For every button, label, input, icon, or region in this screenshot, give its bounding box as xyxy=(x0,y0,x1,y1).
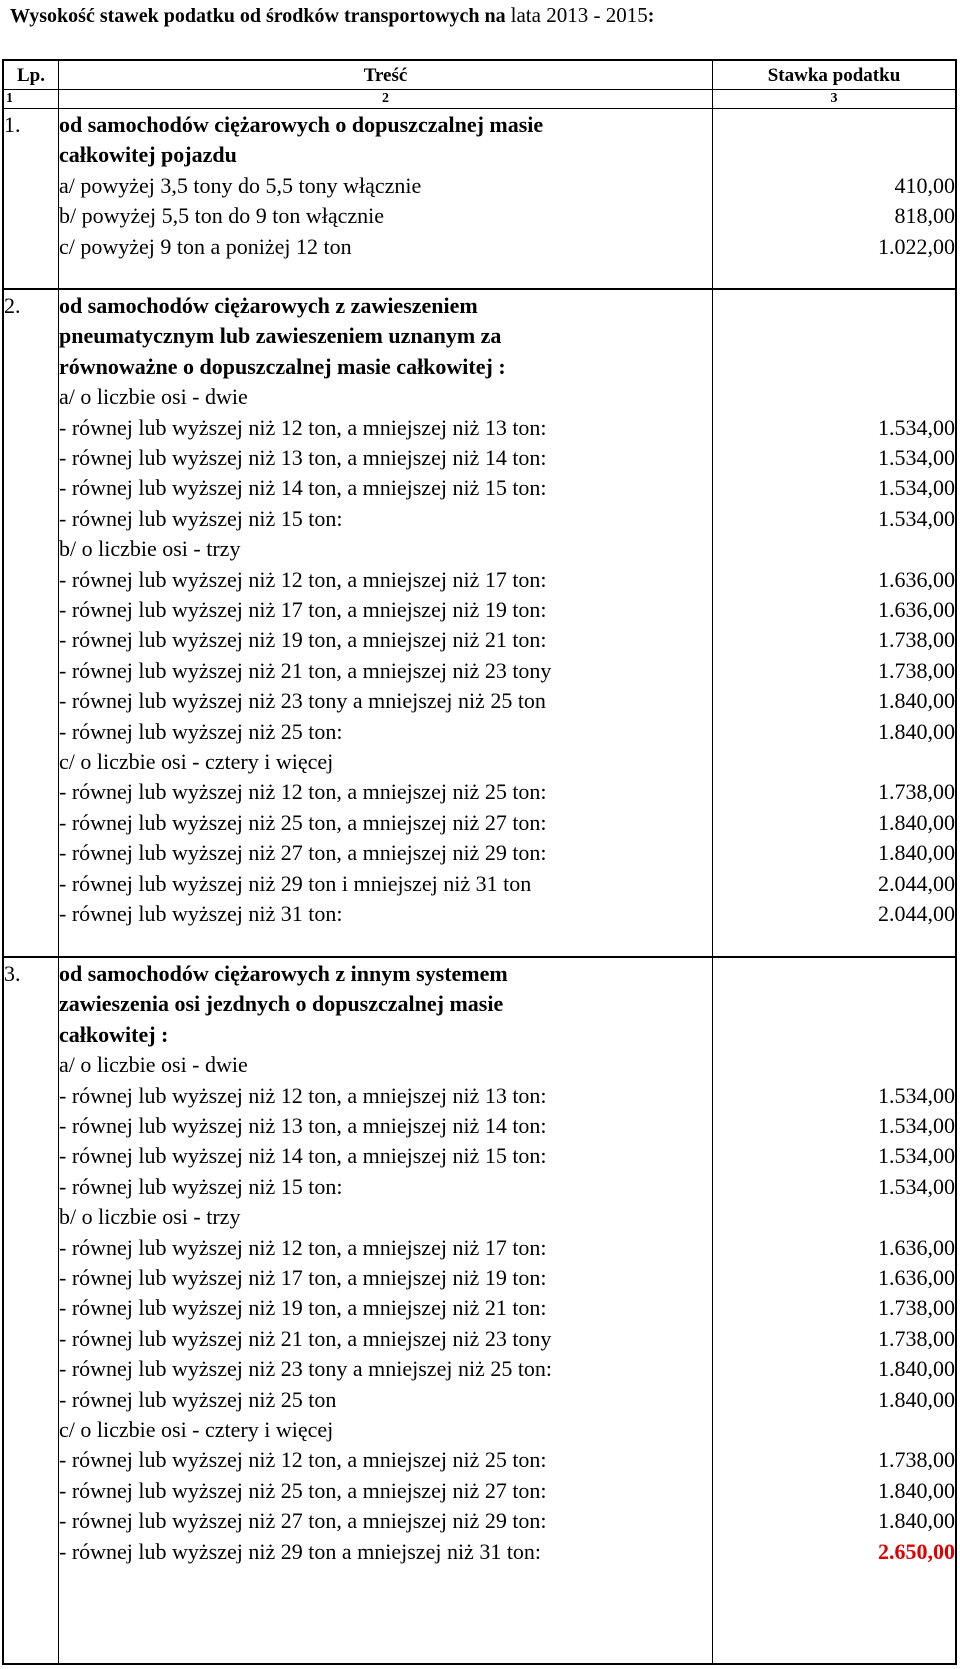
table-row xyxy=(4,200,955,231)
table-row xyxy=(4,412,955,443)
row-rate-value: 1.022,00 xyxy=(878,233,955,259)
tax-rate-table xyxy=(2,59,957,1665)
row-description: - równej lub wyższej niż 13 ton, a mniejszej niż 14 ton: xyxy=(59,1113,547,1138)
table-row xyxy=(4,564,955,595)
title-years: lata 2013 - 2015 xyxy=(510,3,648,27)
table-row xyxy=(4,1505,955,1536)
header-num-2: 2 xyxy=(382,91,389,106)
row-number: 2. xyxy=(4,293,21,318)
row-description: - równej lub wyższej niż 17 ton, a mniejszej niż 19 ton: xyxy=(59,597,547,622)
row-description: - równej lub wyższej niż 27 ton, a mniejszej niż 29 ton: xyxy=(59,1508,547,1534)
header-divider xyxy=(4,89,955,90)
row-description: a/ o liczbie osi - dwie xyxy=(59,384,248,410)
row-rate-value: 1.840,00 xyxy=(878,688,955,714)
table-row xyxy=(4,381,955,412)
table-row xyxy=(4,1049,955,1080)
table-row xyxy=(4,807,955,838)
row-description: - równej lub wyższej niż 29 ton a mniejszej niż 31 ton: xyxy=(59,1538,542,1564)
row-description: - równej lub wyższej niż 17 ton, a mniejszej niż 19 ton: xyxy=(59,1265,547,1290)
table-row xyxy=(4,868,955,899)
table-row xyxy=(4,685,955,716)
table-row xyxy=(4,594,955,625)
row-description: pneumatycznym lub zawieszeniem uznanym za xyxy=(59,323,502,349)
row-rate-value: 2.044,00 xyxy=(878,901,955,926)
table-row xyxy=(4,320,955,351)
table-row xyxy=(4,1353,955,1384)
row-rate-value: 1.738,00 xyxy=(878,1325,955,1351)
table-row xyxy=(4,988,955,1019)
row-rate-value: 1.534,00 xyxy=(878,414,955,440)
table-row xyxy=(4,655,955,686)
row-description: - równej lub wyższej niż 29 ton i mniejszej niż 31 ton xyxy=(59,870,532,896)
row-rate-value: 1.840,00 xyxy=(878,1477,955,1503)
row-rate-value: 1.534,00 xyxy=(878,445,955,470)
row-rate-value: 818,00 xyxy=(894,203,955,229)
table-row xyxy=(4,1292,955,1323)
row-rate-value: 2.044,00 xyxy=(878,870,955,896)
row-description: b/ o liczbie osi - trzy xyxy=(59,1204,241,1230)
row-description: - równej lub wyższej niż 15 ton: xyxy=(59,505,343,531)
table-row xyxy=(4,231,955,262)
row-rate-value: 2.650,00 xyxy=(878,1538,955,1564)
table-row xyxy=(4,1019,955,1050)
title-colon: : xyxy=(647,5,655,27)
row-number: 3. xyxy=(4,961,21,986)
table-row xyxy=(4,746,955,777)
row-description: całkowitej : xyxy=(59,1021,169,1047)
row-description: całkowitej pojazdu xyxy=(59,142,237,168)
row-description: - równej lub wyższej niż 25 ton, a mniejszej niż 27 ton: xyxy=(59,1477,547,1503)
row-rate-value: 1.738,00 xyxy=(878,657,955,683)
row-description: od samochodów ciężarowych z innym systemem xyxy=(59,961,508,986)
table-row xyxy=(4,1475,955,1506)
row-description: - równej lub wyższej niż 27 ton, a mniejszej niż 29 ton: xyxy=(59,840,547,866)
table-row xyxy=(4,472,955,503)
table-row xyxy=(4,1536,955,1567)
header-rate: Stawka podatku xyxy=(767,65,901,86)
row-description: - równej lub wyższej niż 12 ton, a mniejszej niż 13 ton: xyxy=(59,1082,547,1108)
row-description: - równej lub wyższej niż 31 ton: xyxy=(59,901,343,926)
table-row xyxy=(4,109,955,140)
row-rate-value: 1.636,00 xyxy=(878,1265,955,1290)
table-row xyxy=(4,1384,955,1415)
row-rate-value: 1.738,00 xyxy=(878,779,955,805)
row-rate-value: 1.534,00 xyxy=(878,475,955,501)
row-description: od samochodów ciężarowych o dopuszczalnej masie xyxy=(59,112,544,137)
row-description: - równej lub wyższej niż 25 ton: xyxy=(59,718,343,744)
row-rate-value: 1.636,00 xyxy=(878,566,955,592)
title-main: Wysokość stawek podatku od środków transportowych na xyxy=(10,5,506,27)
row-description: - równej lub wyższej niż 12 ton, a mniejszej niż 25 ton: xyxy=(59,1447,547,1473)
row-description: od samochodów ciężarowych z zawieszeniem xyxy=(59,293,478,318)
table-row xyxy=(4,351,955,382)
row-description: - równej lub wyższej niż 23 tony a mniejszej niż 25 ton xyxy=(59,688,546,714)
page-title xyxy=(10,3,950,33)
row-rate-value: 1.840,00 xyxy=(878,809,955,835)
row-description: a/ powyżej 3,5 tony do 5,5 tony włącznie xyxy=(59,172,422,198)
table-row xyxy=(4,1171,955,1202)
header-num-1: 1 xyxy=(6,91,13,106)
row-rate-value: 1.636,00 xyxy=(878,1234,955,1260)
row-rate-value: 1.738,00 xyxy=(878,1295,955,1321)
table-row xyxy=(4,1140,955,1171)
table-row xyxy=(4,958,955,989)
row-description: równoważne o dopuszczalnej masie całkowitej : xyxy=(59,353,506,379)
table-row xyxy=(4,503,955,534)
row-description: - równej lub wyższej niż 14 ton, a mniejszej niż 15 ton: xyxy=(59,1143,547,1169)
row-rate-value: 1.534,00 xyxy=(878,1143,955,1169)
row-rate-value: 1.840,00 xyxy=(878,1508,955,1534)
row-description: - równej lub wyższej niż 19 ton, a mniejszej niż 21 ton: xyxy=(59,627,547,653)
row-rate-value: 1.840,00 xyxy=(878,840,955,866)
row-rate-value: 1.534,00 xyxy=(878,505,955,531)
table-row xyxy=(4,624,955,655)
table-row xyxy=(4,533,955,564)
row-rate-value: 1.738,00 xyxy=(878,627,955,653)
row-description: - równej lub wyższej niż 23 tony a mniejszej niż 25 ton: xyxy=(59,1356,553,1382)
row-description: - równej lub wyższej niż 14 ton, a mniejszej niż 15 ton: xyxy=(59,475,547,501)
row-rate-value: 1.840,00 xyxy=(878,1386,955,1412)
table-row xyxy=(4,170,955,201)
table-row xyxy=(4,837,955,868)
row-description: - równej lub wyższej niż 21 ton, a mniejszej niż 23 tony xyxy=(59,1325,552,1351)
table-row xyxy=(4,776,955,807)
header-lp: Lp. xyxy=(17,65,45,86)
row-description: c/ o liczbie osi - cztery i więcej xyxy=(59,1417,334,1442)
row-number: 1. xyxy=(4,112,21,137)
table-row xyxy=(4,1444,955,1475)
row-description: - równej lub wyższej niż 13 ton, a mniejszej niż 14 ton: xyxy=(59,445,547,470)
row-description: - równej lub wyższej niż 19 ton, a mniejszej niż 21 ton: xyxy=(59,1295,547,1321)
row-rate-value: 1.738,00 xyxy=(878,1447,955,1473)
table-row xyxy=(4,139,955,170)
row-description: b/ o liczbie osi - trzy xyxy=(59,536,241,562)
row-description: - równej lub wyższej niż 12 ton, a mniejszej niż 17 ton: xyxy=(59,566,547,592)
table-row xyxy=(4,898,955,929)
table-row xyxy=(4,1080,955,1111)
table-row xyxy=(4,442,955,473)
table-row xyxy=(4,1232,955,1263)
table-row xyxy=(4,1110,955,1141)
row-rate-value: 1.840,00 xyxy=(878,1356,955,1382)
row-description: b/ powyżej 5,5 ton do 9 ton włącznie xyxy=(59,203,385,229)
table-row xyxy=(4,1201,955,1232)
row-rate-value: 1.534,00 xyxy=(878,1113,955,1138)
table-row xyxy=(4,1262,955,1293)
row-rate-value: 1.534,00 xyxy=(878,1173,955,1199)
table-row xyxy=(4,1414,955,1445)
row-description: - równej lub wyższej niż 12 ton, a mniejszej niż 17 ton: xyxy=(59,1234,547,1260)
row-rate-value: 1.534,00 xyxy=(878,1082,955,1108)
row-description: zawieszenia osi jezdnych o dopuszczalnej masie xyxy=(59,991,504,1017)
table-row xyxy=(4,716,955,747)
row-description: - równej lub wyższej niż 25 ton, a mniejszej niż 27 ton: xyxy=(59,809,547,835)
row-description: - równej lub wyższej niż 21 ton, a mniejszej niż 23 tony xyxy=(59,657,552,683)
table-row xyxy=(4,1323,955,1354)
row-description: a/ o liczbie osi - dwie xyxy=(59,1052,248,1078)
row-description: c/ powyżej 9 ton a poniżej 12 ton xyxy=(59,233,352,259)
row-rate-value: 410,00 xyxy=(894,172,955,198)
row-description: - równej lub wyższej niż 15 ton: xyxy=(59,1173,343,1199)
header-content: Treść xyxy=(363,65,408,86)
row-description: - równej lub wyższej niż 25 ton xyxy=(59,1386,337,1412)
row-rate-value: 1.840,00 xyxy=(878,718,955,744)
row-description: - równej lub wyższej niż 12 ton, a mniejszej niż 13 ton: xyxy=(59,414,547,440)
table-row xyxy=(4,290,955,321)
row-description: c/ o liczbie osi - cztery i więcej xyxy=(59,749,334,774)
header-num-3: 3 xyxy=(830,91,838,106)
row-description: - równej lub wyższej niż 12 ton, a mniejszej niż 25 ton: xyxy=(59,779,547,805)
row-rate-value: 1.636,00 xyxy=(878,597,955,622)
